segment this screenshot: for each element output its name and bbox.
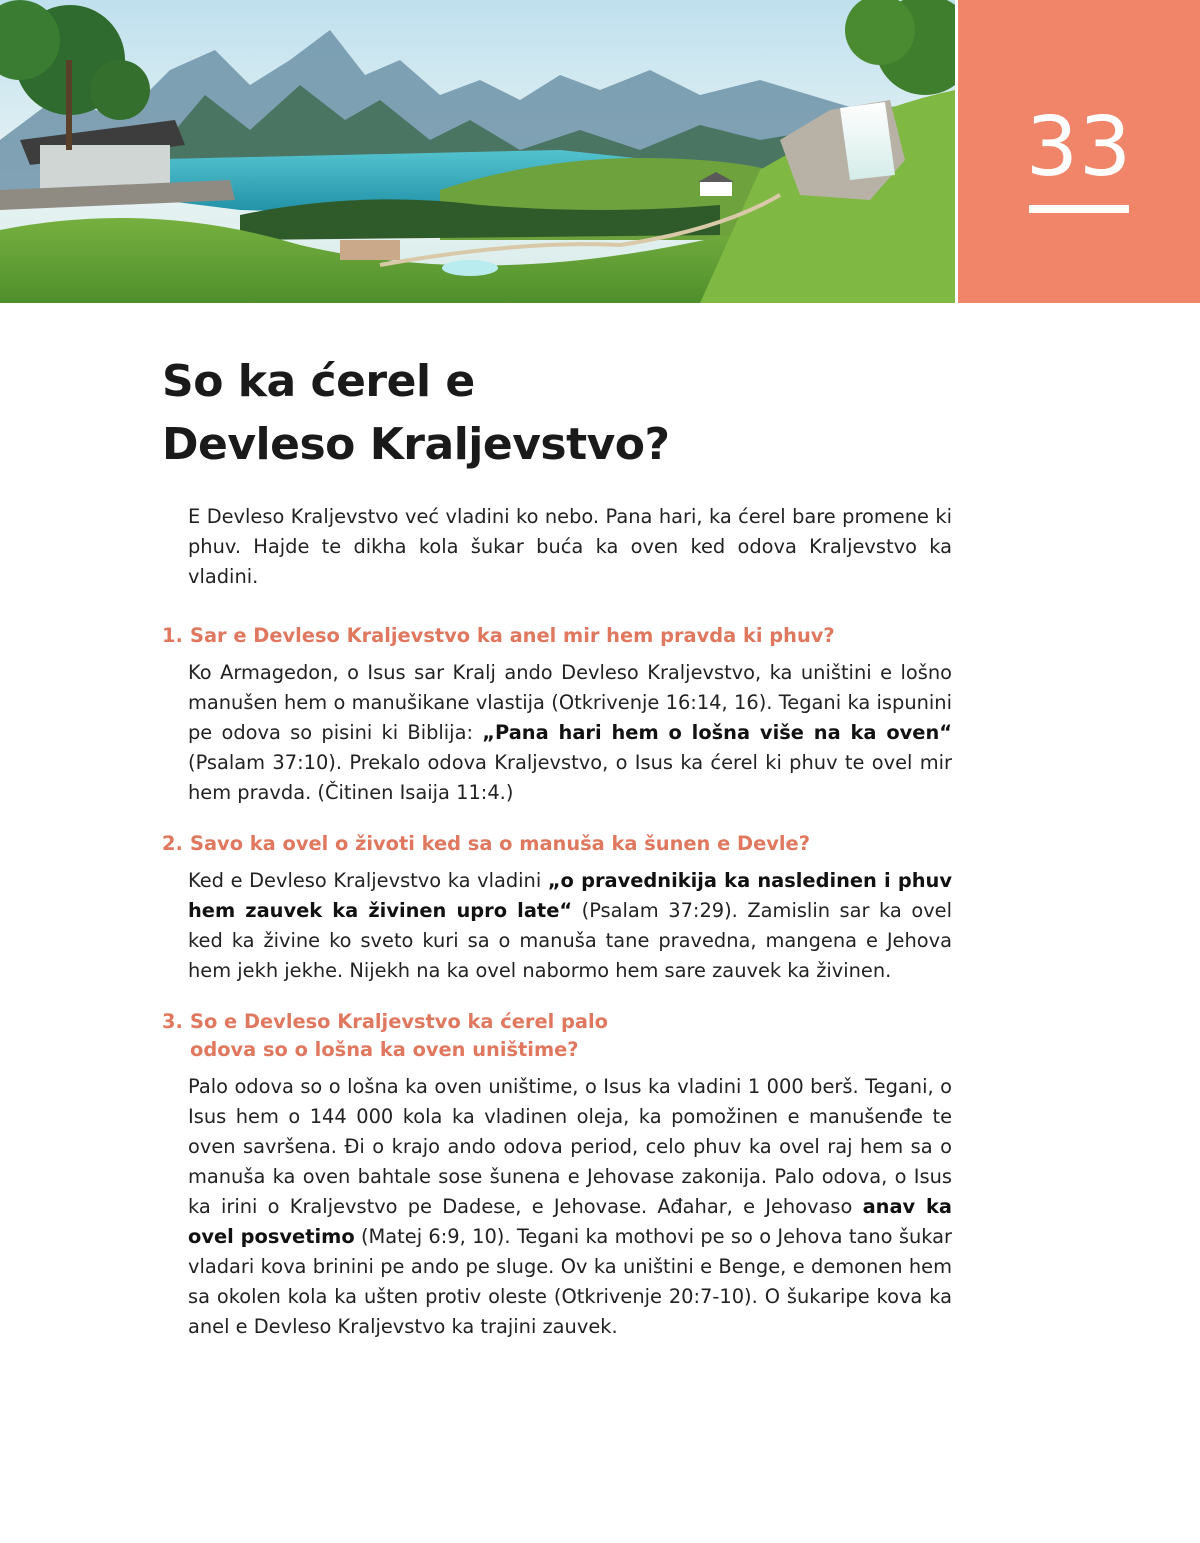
emphasis-text: anav ka ovel posvetimo — [188, 1195, 952, 1248]
lesson-content — [162, 502, 952, 1364]
answer-text: Palo odova so o lošna ka oven uništime, o Isus ka vladini 1 000 berš. Tegani, o Isus hem o 144 000 kola ka vladinen oleja, ka pomožinen e manušenđe te oven savršena. Đi o krajo ando odova period, celo phuv ka ovel raj hem sa o manuša ka oven bahtale sose šunena e Jehovase zakonija. Palo odova, o Isus ka irini o Kraljevstvo pe Dadese, e Jehovase. Ađahar, e Jehovaso — [188, 1075, 952, 1218]
section-3 — [162, 1008, 952, 1342]
answer-paragraph — [188, 866, 952, 986]
hero-landscape-image — [0, 0, 955, 303]
question-number: 3. — [162, 1010, 183, 1033]
answer-text: Ked e Devleso Kraljevstvo ka vladini — [188, 869, 548, 892]
question-number: 1. — [162, 624, 183, 647]
title-line-1: So ka ćerel e — [162, 356, 475, 407]
question-heading — [162, 830, 952, 858]
question-text: Savo ka ovel o životi ked sa o manuša ka šunen e Devle? — [190, 832, 810, 855]
question-heading — [162, 622, 952, 650]
lesson-number-badge — [958, 0, 1200, 303]
question-text: Sar e Devleso Kraljevstvo ka anel mir hem pravda ki phuv? — [190, 624, 835, 647]
lesson-number: 33 — [1025, 100, 1133, 195]
answer-text: (Psalam 37:10). Prekalo odova Kraljevstvo, o Isus ka ćerel ki phuv te ovel mir hem pravda. (Čitinen Isaija 11:4.) — [188, 751, 952, 804]
badge-underline — [1029, 205, 1129, 213]
scripture-quote: „o pravednikija ka nasledinen i phuv hem zauvek ka živinen upro late“ — [188, 869, 953, 922]
question-text: So e Devleso Kraljevstvo ka ćerel palo odova so o lošna ka oven uništime? — [190, 1010, 608, 1061]
question-number: 2. — [162, 832, 183, 855]
scripture-quote: „Pana hari hem o lošna više na ka oven“ — [482, 721, 953, 744]
intro-paragraph: E Devleso Kraljevstvo već vladini ko nebo. Pana hari, ka ćerel bare promene ki phuv. Hajde te dikha kola šukar buća ka oven ked odova Kraljevstvo ka vladini. — [188, 505, 952, 588]
answer-text: (Psalam 37:29). Zamislin sar ka ovel ked ka živine ko sveto kuri sa o manuša tane pravedna, mangena e Jehova hem jekh jekhe. Nijekh na ka ovel nabormo hem sare zauvek ka živinen. — [188, 899, 952, 982]
answer-text: Ko Armagedon, o Isus sar Kralj ando Devleso Kraljevstvo, ka uništini e lošno manušen hem o manušikane vlastija (Otkrivenje 16:14, 16). Tegani ka ispunini pe odova so pisini ki Biblija: — [188, 661, 952, 744]
section-2 — [162, 830, 952, 986]
answer-text: (Matej 6:9, 10). Tegani ka mothovi pe so o Jehova tano šukar vladari kova brinini pe ando pe sluge. Ov ka uništini e Benge, e demonen hem sa okolen kola ka ušten protiv oleste (Otkrivenje 20:7-10). O šukaripe kova ka anel e Devleso Kraljevstvo ka trajini zauvek. — [188, 1225, 952, 1338]
answer-paragraph — [188, 658, 952, 808]
question-heading — [162, 1008, 952, 1064]
landscape-illustration — [0, 0, 955, 303]
answer-paragraph — [188, 1072, 952, 1342]
title-line-2: Devleso Kraljevstvo? — [162, 419, 670, 470]
page-title — [162, 350, 962, 476]
section-1 — [162, 622, 952, 808]
